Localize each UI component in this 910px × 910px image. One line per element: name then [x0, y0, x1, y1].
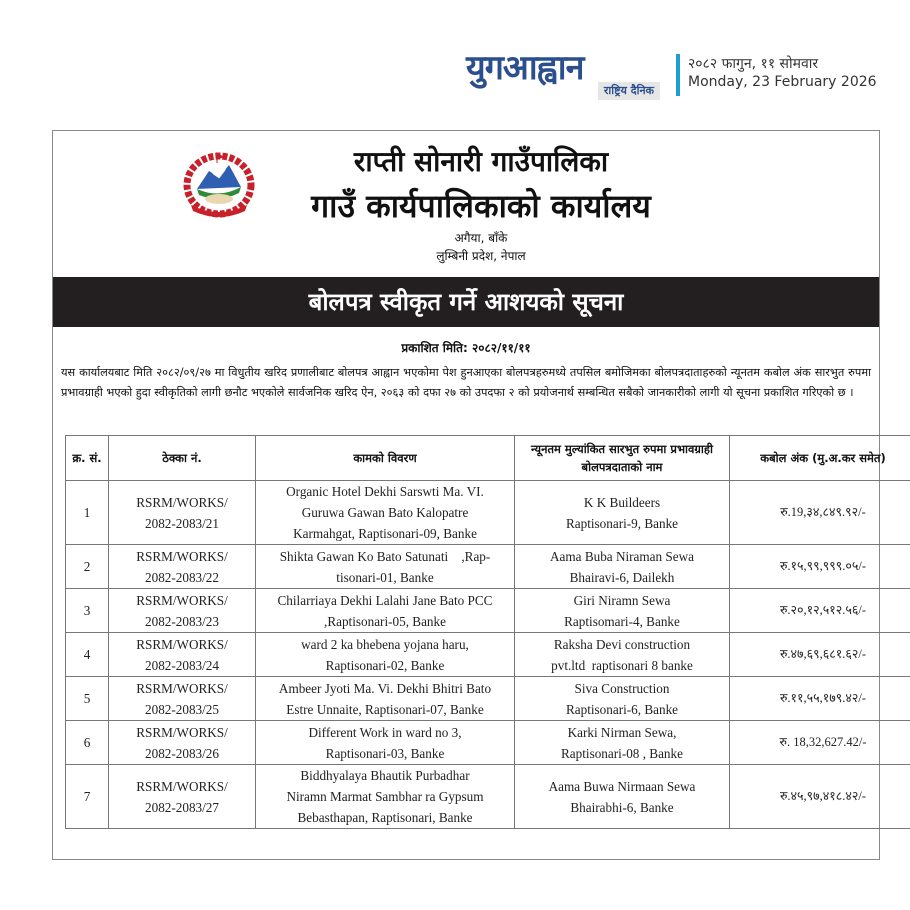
- cell-serial: 4: [66, 633, 109, 677]
- table-row: [66, 481, 910, 545]
- contract-line: RSRM/WORKS/: [136, 778, 228, 794]
- contract-line: 2082-2083/24: [145, 657, 219, 673]
- bidder-line: Raptisonari-08 , Banke: [561, 745, 683, 761]
- cell-description: [256, 481, 515, 545]
- notice-title: बोलपत्र स्वीकृत गर्ने आशयको सूचना: [53, 277, 879, 327]
- cell-amount: रु.१५,९९,९९९.०५/-: [730, 545, 910, 589]
- header-bidder: न्यूनतम मुल्यांकित सारभुत रुपमा प्रभावग्राही बोलपत्रदाताको नाम: [515, 436, 730, 481]
- header-description: कामको विवरण: [256, 436, 515, 481]
- description-line: Different Work in ward no 3,: [308, 724, 462, 740]
- description-line: Karmahgat, Raptisonari-09, Banke: [293, 526, 477, 541]
- notice-body: यस कार्यालयबाट मिति २०८२/०९/२७ मा विधुतीय खरिद प्रणालीबाट बोलपत्र आह्वान भएकोमा पेश हुनआएका बोलपत्रहरुमध्ये तपसिल बमोजिमका बोलपत्रदाताहरुको न्यूनतम कबोल अंक सारभुत रुपमा प्रभावग्राही भएको हुदा स्वीकृतिको लागी छनौट भएकोले सार्वजनिक खरिद ऐन, २०६३ को दफा २७ को उपदफा २ को प्रयोजनार्थ सम्बन्धित सबैको जानकारीको लागी यो सूचना प्रकाशित गरिएको छ ।: [61, 366, 871, 399]
- description-line: ,Raptisonari-05, Banke: [324, 613, 446, 629]
- table-row: [66, 677, 910, 721]
- table-row: [66, 589, 910, 633]
- bidder-line: Bhairavi-6, Dailekh: [569, 569, 675, 585]
- cell-contract: [109, 633, 256, 677]
- logo-text: युगआह्वान: [466, 48, 584, 88]
- cell-serial: 5: [66, 677, 109, 721]
- bidder-line: Karki Nirman Sewa,: [567, 724, 677, 740]
- bidder-line: Raksha Devi construction: [553, 636, 691, 652]
- bidder-line: Raptisonari-6, Banke: [565, 701, 679, 717]
- cell-description: [256, 545, 515, 589]
- cell-contract: [109, 765, 256, 829]
- description-line: Raptisonari-02, Banke: [325, 657, 445, 673]
- cell-description: [256, 633, 515, 677]
- cell-serial: 6: [66, 721, 109, 765]
- cell-serial: 7: [66, 765, 109, 829]
- cell-description: [256, 677, 515, 721]
- contract-line: 2082-2083/23: [145, 613, 219, 629]
- contract-line: RSRM/WORKS/: [136, 636, 228, 652]
- header-serial: क्र. सं.: [66, 436, 109, 481]
- description-line: tisonari-01, Banke: [336, 569, 434, 585]
- description-line: Niramn Marmat Sambhar ra Gypsum: [286, 789, 484, 804]
- table-row: [66, 633, 910, 677]
- table-row: [66, 721, 910, 765]
- bids-table: [65, 435, 910, 829]
- published-label: प्रकाशित मिति:: [401, 341, 468, 355]
- org-name: राप्ती सोनारी गाउँपालिका: [353, 145, 609, 178]
- bidder-line: Raptisonari-9, Banke: [565, 515, 679, 531]
- contract-line: 2082-2083/21: [145, 515, 219, 531]
- notice-frame: [52, 130, 886, 860]
- bidder-line: pvt.ltd raptisonari 8 banke: [551, 657, 693, 673]
- description-line: Organic Hotel Dekhi Sarswti Ma. VI.: [286, 484, 484, 499]
- office-name: गाउँ कार्यपालिकाको कार्यालय: [311, 187, 651, 225]
- description-line: Ambeer Jyoti Ma. Vi. Dekhi Bhitri Bato: [278, 680, 492, 696]
- cell-bidder: [515, 481, 730, 545]
- date-nepali: २०८२ फागुन, ११ सोमवार: [688, 56, 819, 72]
- cell-bidder: [515, 545, 730, 589]
- description-line: Biddhyalaya Bhautik Purbadhar: [300, 768, 470, 783]
- table-row: [66, 545, 910, 589]
- cell-contract: [109, 589, 256, 633]
- contract-line: 2082-2083/27: [145, 799, 219, 815]
- published-date: २०८२/११/११: [471, 341, 531, 355]
- address-line-2: लुम्बिनी प्रदेश, नेपाल: [436, 249, 526, 263]
- contract-line: RSRM/WORKS/: [136, 592, 228, 608]
- masthead-divider: [676, 54, 680, 96]
- cell-contract: [109, 721, 256, 765]
- published-date-line: [53, 339, 879, 357]
- bidder-line: Aama Buba Niraman Sewa: [550, 548, 694, 564]
- cell-amount: रु.४७,६९,६८१.६२/-: [730, 633, 910, 677]
- contract-line: RSRM/WORKS/: [136, 724, 228, 740]
- bidder-line: Bhairabhi-6, Banke: [570, 799, 674, 815]
- description-line: Shikta Gawan Ko Bato Satunati ,Rap-: [279, 548, 491, 564]
- cell-bidder: [515, 589, 730, 633]
- cell-serial: 2: [66, 545, 109, 589]
- logo-subtitle: राष्ट्रिय दैनिक: [598, 82, 660, 100]
- address-line-1: अगैया, बाँके: [454, 231, 508, 245]
- cell-amount: रु.२०,१२,५१२.५६/-: [730, 589, 910, 633]
- contract-line: RSRM/WORKS/: [136, 494, 228, 510]
- cell-contract: [109, 677, 256, 721]
- description-line: Chilarriaya Dekhi Lalahi Jane Bato PCC: [277, 592, 493, 608]
- cell-amount: रु.४५,९७,४१८.४२/-: [730, 765, 910, 829]
- description-line: ward 2 ka bhebena yojana haru,: [301, 636, 469, 652]
- bidder-line: Giri Niramn Sewa: [573, 592, 671, 608]
- cell-description: [256, 589, 515, 633]
- header-amount: कबोल अंक (मु.अ.कर समेत): [730, 436, 910, 481]
- cell-amount: रु. 18,32,627.42/-: [730, 721, 910, 765]
- description-line: Guruwa Gawan Bato Kalopatre: [301, 505, 469, 520]
- cell-bidder: [515, 633, 730, 677]
- table-header-row: [66, 436, 910, 481]
- cell-bidder: [515, 765, 730, 829]
- date-english: Monday, 23 February 2026: [688, 74, 877, 90]
- newspaper-masthead: [466, 48, 886, 104]
- cell-description: [256, 765, 515, 829]
- description-line: Raptisonari-03, Banke: [325, 745, 445, 761]
- cell-contract: [109, 545, 256, 589]
- cell-contract: [109, 481, 256, 545]
- cell-description: [256, 721, 515, 765]
- contract-line: 2082-2083/26: [145, 745, 219, 761]
- cell-bidder: [515, 721, 730, 765]
- contract-line: 2082-2083/25: [145, 701, 219, 717]
- cell-bidder: [515, 677, 730, 721]
- bidder-line: Siva Construction: [574, 680, 670, 696]
- newspaper-logo: [466, 48, 662, 100]
- bidder-line: K K Buildeers: [583, 494, 661, 510]
- bidder-line: Aama Buwa Nirmaan Sewa: [548, 778, 696, 794]
- contract-line: 2082-2083/22: [145, 569, 219, 585]
- description-line: Bebasthapan, Raptisonari, Banke: [297, 810, 473, 825]
- table-row: [66, 765, 910, 829]
- contract-line: RSRM/WORKS/: [136, 548, 228, 564]
- bidder-line: Raptisomari-4, Banke: [564, 613, 680, 629]
- cell-serial: 1: [66, 481, 109, 545]
- cell-serial: 3: [66, 589, 109, 633]
- contract-line: RSRM/WORKS/: [136, 680, 228, 696]
- cell-amount: रु.19,३४,८४९.९२/-: [730, 481, 910, 545]
- cell-amount: रु.११,५५,१७९.४२/-: [730, 677, 910, 721]
- header-contract-no: ठेक्का नं.: [109, 436, 256, 481]
- description-line: Estre Unnaite, Raptisonari-07, Banke: [286, 701, 484, 717]
